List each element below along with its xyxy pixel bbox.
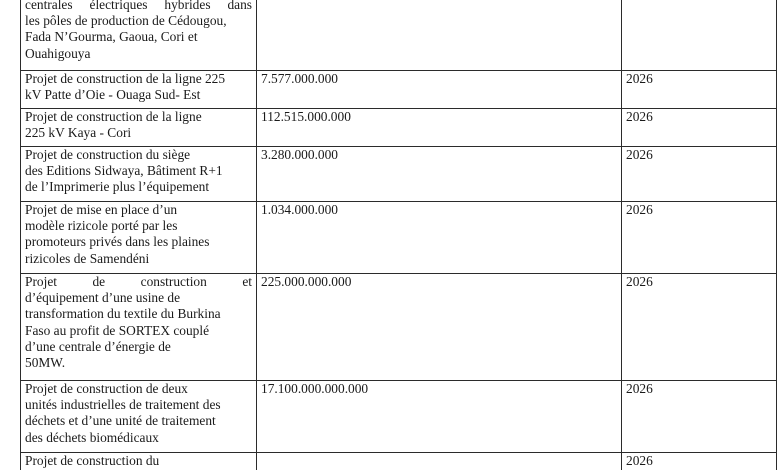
- description-line: transformation du textile du Burkina: [25, 306, 221, 322]
- description-line: Faso au profit de SORTEX couplé: [25, 322, 210, 338]
- project-amount: 17.100.000.000.000: [257, 381, 622, 453]
- description-line: déchets et d’une unité de traitement: [25, 413, 216, 429]
- project-year: 2026: [622, 109, 777, 147]
- description-line: centrales électriques hybrides dans: [25, 0, 252, 12]
- description-line: Projet de construction et: [25, 274, 252, 289]
- project-amount: [257, 453, 622, 470]
- project-amount: 112.515.000.000: [257, 109, 622, 147]
- description-line: promoteurs privés dans les plaines: [25, 234, 210, 250]
- project-description: [21, 453, 257, 470]
- description-line: rizicoles de Samendéni: [25, 250, 150, 266]
- project-year: 2026: [622, 274, 777, 381]
- table-row: [21, 381, 777, 453]
- description-line: Projet de mise en place d’un: [25, 202, 178, 217]
- project-description: [21, 109, 257, 147]
- project-year: 2026: [622, 71, 777, 109]
- description-line: Fada N’Gourma, Gaoua, Cori et: [25, 29, 198, 45]
- project-description: [21, 71, 257, 109]
- description-line: unités industrielles de traitement des: [25, 397, 221, 413]
- description-line: Projet de construction de la ligne: [25, 109, 202, 124]
- table-row: [21, 453, 777, 470]
- description-line: Projet de construction de deux: [25, 381, 188, 396]
- project-year: 2026: [622, 147, 777, 202]
- table-row: [21, 274, 777, 381]
- description-line: 225 kV Kaya - Cori: [25, 125, 132, 141]
- description-line: des déchets biomédicaux: [25, 429, 159, 445]
- description-line: 50MW.: [25, 355, 66, 371]
- description-line: d’une centrale d’énergie de: [25, 338, 171, 354]
- project-amount: 225.000.000.000: [257, 274, 622, 381]
- projects-table: [20, 0, 777, 470]
- description-line: Ouahigouya: [25, 45, 91, 61]
- description-line: Projet de construction du: [25, 453, 160, 468]
- project-amount: 1.034.000.000: [257, 202, 622, 274]
- project-description: [21, 147, 257, 202]
- description-line: des Editions Sidwaya, Bâtiment R+1: [25, 163, 223, 179]
- description-line: kV Patte d’Oie - Ouaga Sud- Est: [25, 87, 201, 103]
- project-amount: 7.577.000.000: [257, 71, 622, 109]
- description-line: les pôles de production de Cédougou,: [25, 13, 227, 29]
- description-line: modèle rizicole porté par les: [25, 218, 178, 234]
- table-row: [21, 109, 777, 147]
- project-description: [21, 202, 257, 274]
- description-line: de l’Imprimerie plus l’équipement: [25, 179, 210, 195]
- table-row: [21, 202, 777, 274]
- project-year: [622, 0, 777, 71]
- table-row: [21, 0, 777, 71]
- project-description: [21, 274, 257, 381]
- table-row: [21, 147, 777, 202]
- description-line: Projet de construction du siège: [25, 147, 191, 162]
- table-row: [21, 71, 777, 109]
- project-amount: [257, 0, 622, 71]
- project-year: 2026: [622, 453, 777, 470]
- description-line: Projet de construction de la ligne 225: [25, 71, 226, 86]
- description-line: d’équipement d’une usine de: [25, 290, 181, 306]
- project-description: [21, 0, 257, 71]
- project-year: 2026: [622, 202, 777, 274]
- project-year: 2026: [622, 381, 777, 453]
- project-description: [21, 381, 257, 453]
- project-amount: 3.280.000.000: [257, 147, 622, 202]
